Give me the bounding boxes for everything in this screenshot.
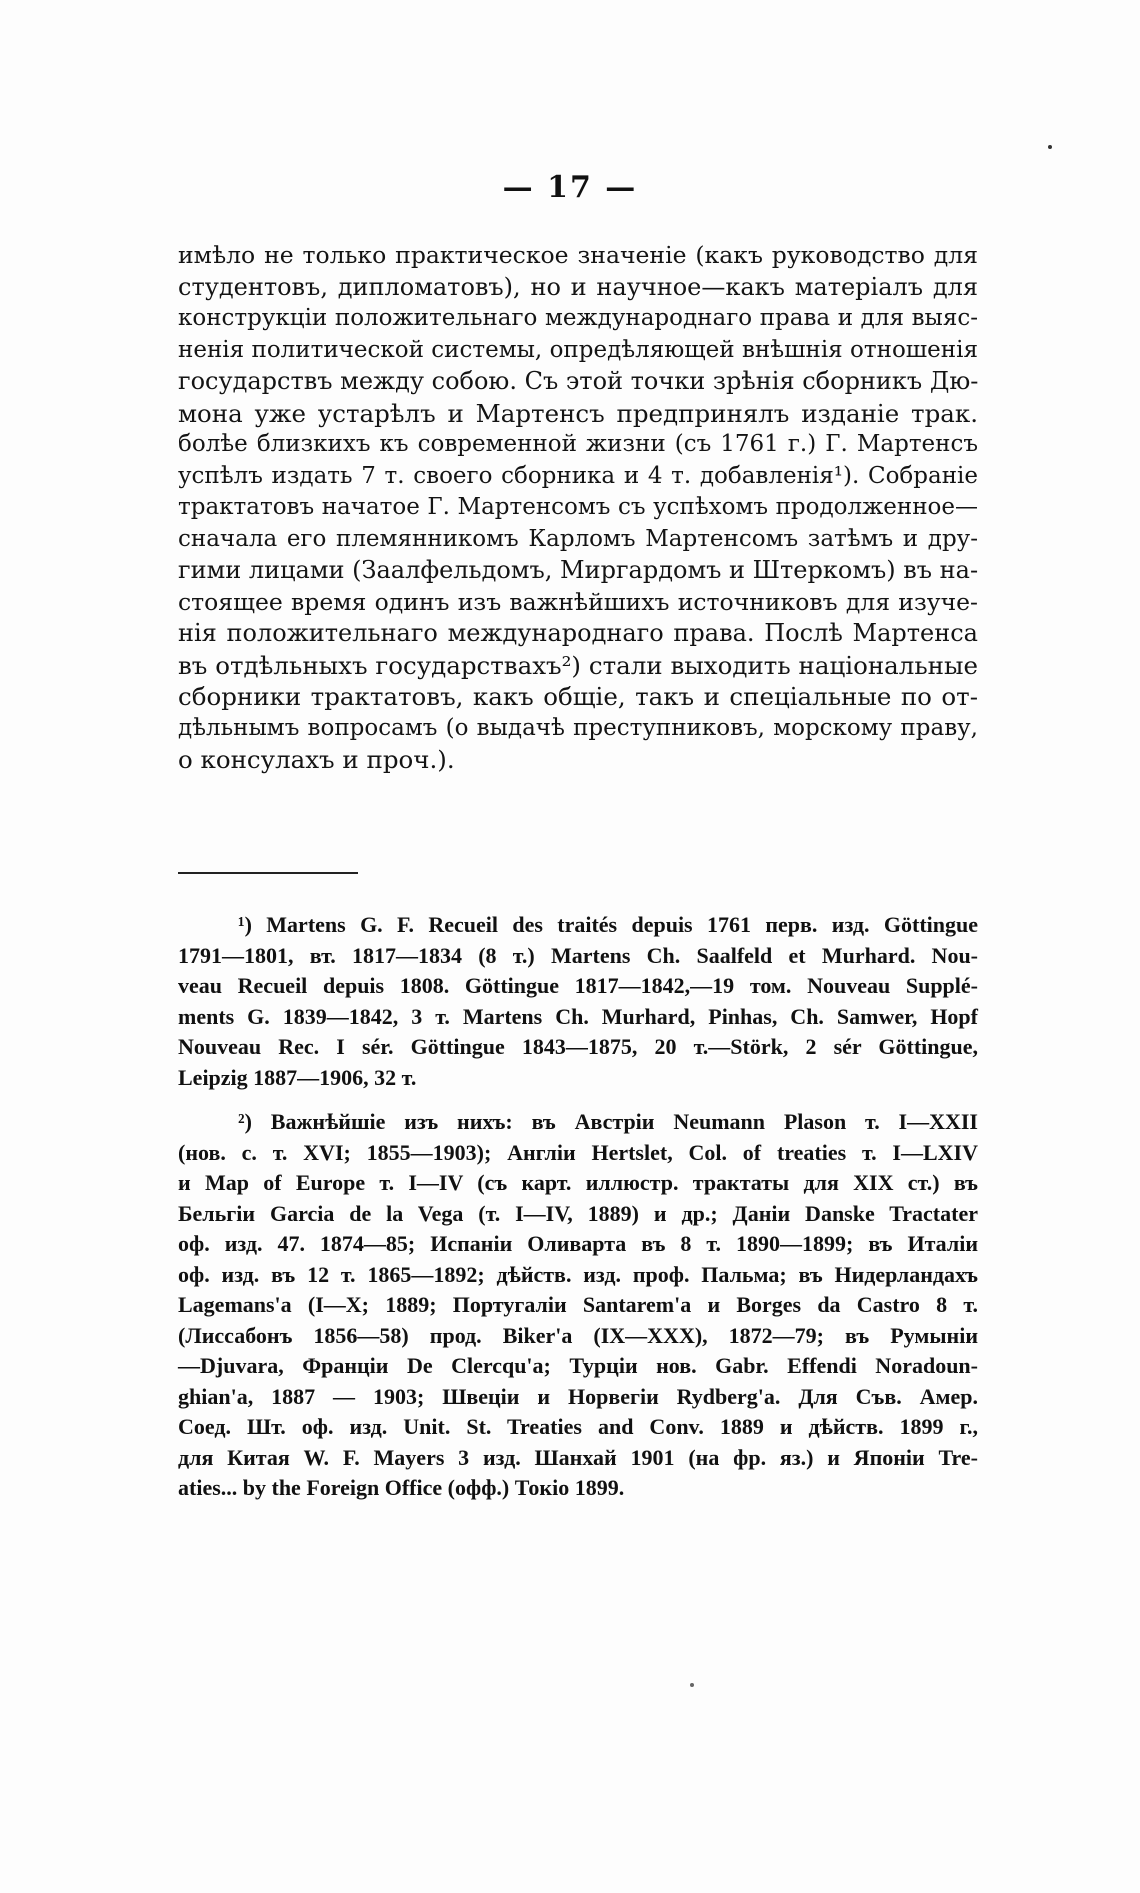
footnote-line: ¹) Martens G. F. Recueil des traités depuis 1761 перв. изд. Göttingue: [238, 912, 978, 937]
text-line: стоящее время одинъ изъ важнѣйшихъ источниковъ для изуче-: [178, 587, 978, 616]
text-line: дѣльнымъ вопросамъ (о выдачѣ преступниковъ, морскому праву,: [178, 714, 978, 741]
text-line: конструкціи положительнаго международнаго права и для выяс-: [178, 305, 978, 331]
footnote-line: для Китая W. F. Mayers 3 изд. Шанхай 1901 (на фр. яз.) и Японіи Tre-: [178, 1444, 978, 1470]
footnote-line: —Djuvara, Франціи De Clercqu'a; Турціи нов. Gabr. Effendi Noradoun-: [178, 1353, 978, 1378]
text-line: о консулахъ и проч.).: [178, 745, 455, 774]
footnote-line: ments G. 1839—1842, 3 т. Martens Ch. Murhard, Pinhas, Ch. Samwer, Hopf: [178, 1003, 978, 1029]
text-line: сначала его племянникомъ Карломъ Мартенсомъ затѣмъ и дру-: [178, 525, 978, 552]
footnote-line: veau Recueil depuis 1808. Göttingue 1817—1842,—19 том. Nouveau Supplé-: [178, 973, 978, 998]
text-line: въ отдѣльныхъ государствахъ²) стали выходить національные: [178, 650, 978, 680]
footnote-line: 1791—1801, вт. 1817—1834 (8 т.) Martens Ch. Saalfeld et Murhard. Nou-: [178, 942, 978, 968]
text-line: трактатовъ начатое Г. Мартенсомъ съ успѣхомъ продолженное—: [178, 494, 978, 520]
footnote-line: Бельгіи Garcia de la Vega (т. I—IV, 1889) и др.; Даніи Danske Tractater: [178, 1200, 978, 1226]
footnote-1: [178, 910, 978, 1093]
ink-speck: [690, 1683, 694, 1687]
page-number: — 17 —: [502, 170, 638, 205]
text-line: имѣло не только практическое значеніе (какъ руководство для: [178, 241, 978, 269]
text-line: болѣе близкихъ къ современной жизни (съ 1761 г.) Г. Мартенсъ: [178, 431, 978, 457]
text-line: мона уже устарѣлъ и Мартенсъ предпринялъ изданіе трак.: [178, 398, 978, 428]
ink-speck: [1048, 145, 1052, 149]
footnote-line: оф. изд. 47. 1874—85; Испаніи Оливарта въ 8 т. 1890—1899; въ Италіи: [178, 1231, 978, 1256]
footnote-2: [178, 1107, 978, 1504]
footnote-line: (Лиссабонъ 1856—58) прод. Biker'a (IX—XXX), 1872—79; въ Румыніи: [178, 1322, 978, 1348]
footnote-line: ghian'a, 1887 — 1903; Швеціи и Норвегіи Rydberg'a. Для Съв. Амер.: [178, 1383, 978, 1409]
footnote-line: Nouveau Rec. I sér. Göttingue 1843—1875, 20 т.—Störk, 2 sér Göttingue,: [178, 1034, 978, 1059]
text-line: сборники трактатовъ, какъ общіе, такъ и спеціальные по от-: [178, 682, 978, 711]
text-line: успѣлъ издать 7 т. своего сборника и 4 т. добавленія¹). Собраніе: [178, 462, 978, 489]
main-paragraph: [178, 240, 978, 776]
footnote-line: Соед. Шт. оф. изд. Unit. St. Treaties and Conv. 1889 и дѣйств. 1899 г.,: [178, 1414, 978, 1439]
text-line: студентовъ, дипломатовъ), но и научное—какъ матеріалъ для: [178, 272, 978, 301]
footnote-line: Leipzig 1887—1906, 32 т.: [178, 1064, 417, 1090]
text-line: ненія политической системы, опредѣляющей внѣшнія отношенія: [178, 336, 978, 363]
footnotes: [178, 910, 978, 1518]
footnote-line: (нов. с. т. XVI; 1855—1903); Англіи Hertslet, Col. of treaties т. I—LXIV: [178, 1139, 978, 1165]
footnote-line: aties... by the Foreign Office (офф.) Токіо 1899.: [178, 1475, 625, 1500]
footnote-divider: [178, 872, 358, 874]
footnote-line: Lagemans'a (I—X; 1889; Португаліи Santarem'a и Borges da Castro 8 т.: [178, 1292, 978, 1317]
footnote-line: ²) Важнѣйшіе изъ нихъ: въ Австріи Neumann Plason т. I—XXII: [238, 1109, 978, 1134]
footnote-line: и Map of Europe т. I—IV (съ карт. иллюстр. трактаты для XIX ст.) въ: [178, 1170, 978, 1195]
text-line: государствъ между собою. Съ этой точки зрѣнія сборникъ Дю-: [178, 367, 979, 395]
footnote-line: оф. изд. въ 12 т. 1865—1892; дѣйств. изд. проф. Пальма; въ Нидерландахъ: [178, 1261, 978, 1287]
text-line: гими лицами (Заалфельдомъ, Миргардомъ и Штеркомъ) въ на-: [178, 556, 979, 584]
text-line: нія положительнаго международнаго права. Послѣ Мартенса: [178, 619, 978, 647]
